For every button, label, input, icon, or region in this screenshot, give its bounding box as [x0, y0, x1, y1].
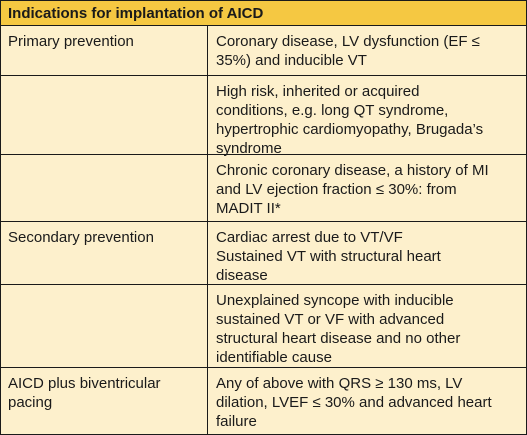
- cell-text: Sustained VT with structural heart: [216, 248, 441, 265]
- indication-cell: [1, 285, 208, 367]
- table-row: [1, 285, 526, 368]
- table-row: [1, 76, 526, 155]
- table-row: [1, 155, 526, 222]
- cell-text: sustained VT or VF with advanced: [216, 311, 445, 328]
- cell-text: pacing: [8, 394, 53, 411]
- cell-text: MADIT II*: [216, 200, 281, 217]
- cell-text: Unexplained syncope with inducible: [216, 292, 454, 309]
- cell-text: Cardiac arrest due to VT/VF: [216, 229, 403, 246]
- cell-text: AICD plus biventricular: [8, 375, 161, 392]
- cell-text: disease: [216, 267, 268, 284]
- criteria-cell: [208, 222, 526, 284]
- indication-cell: [1, 26, 208, 75]
- cell-text: conditions, e.g. long QT syndrome,: [216, 102, 449, 119]
- cell-text: Primary prevention: [8, 33, 134, 50]
- table-row: [1, 368, 526, 434]
- cell-text: Coronary disease, LV dysfunction (EF ≤: [216, 33, 480, 50]
- cell-text: identifiable cause: [216, 349, 332, 366]
- cell-text: hypertrophic cardiomyopathy, Brugada’s: [216, 121, 484, 138]
- cell-text: structural heart disease and no other: [216, 330, 461, 347]
- cell-text: failure: [216, 413, 257, 430]
- indication-cell: [1, 222, 208, 284]
- table-row: [1, 222, 526, 285]
- indication-cell: [1, 155, 208, 221]
- criteria-cell: [208, 155, 526, 221]
- cell-text: Any of above with QRS ≥ 130 ms, LV: [216, 375, 463, 392]
- cell-text: and LV ejection fraction ≤ 30%: from: [216, 181, 457, 198]
- cell-text: dilation, LVEF ≤ 30% and advanced heart: [216, 394, 492, 411]
- criteria-cell: [208, 368, 526, 434]
- criteria-cell: [208, 26, 526, 75]
- table-row: [1, 26, 526, 76]
- indication-cell: [1, 368, 208, 434]
- cell-text: Secondary prevention: [8, 229, 154, 246]
- table-title: Indications for implantation of AICD: [1, 1, 526, 26]
- criteria-cell: [208, 76, 526, 157]
- indication-cell: [1, 76, 208, 154]
- cell-text: High risk, inherited or acquired: [216, 83, 420, 100]
- cell-text: 35%) and inducible VT: [216, 52, 367, 69]
- cell-text: Chronic coronary disease, a history of MI: [216, 162, 489, 179]
- criteria-cell: [208, 285, 526, 367]
- cell-text: syndrome: [216, 140, 282, 157]
